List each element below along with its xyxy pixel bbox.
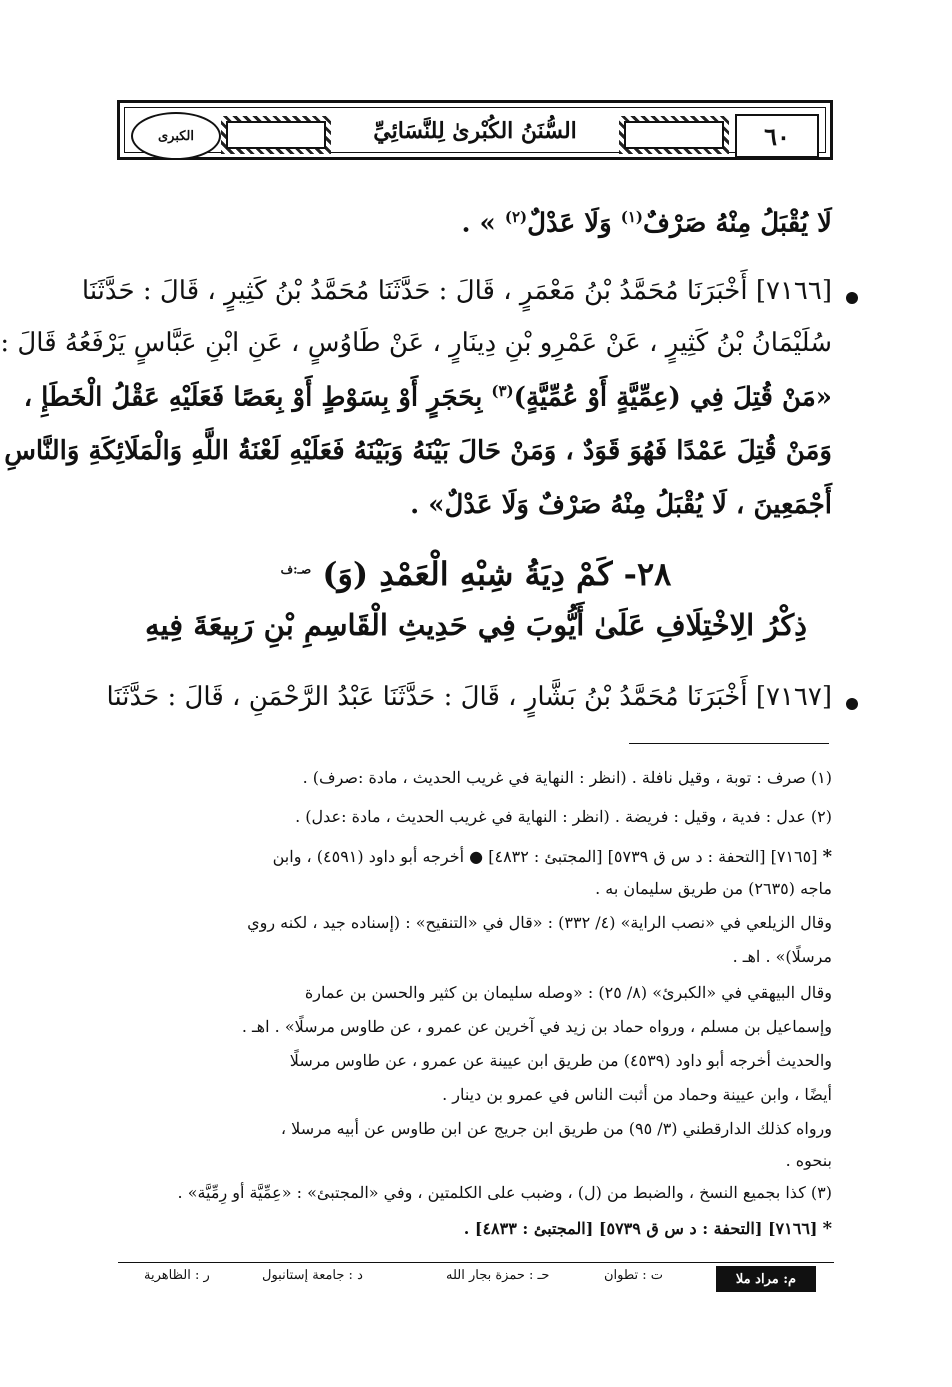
footer-tag: م: مراد ملا xyxy=(716,1266,816,1292)
hadith-7166-line-5: أَجْمَعِينَ ، لَا يُقْبَلُ مِنْهُ صَرْفٌ وَلَا عَدْلٌ» . xyxy=(410,490,832,520)
hadith-bullet xyxy=(846,292,858,304)
star-marker: * xyxy=(822,846,832,867)
footnote-ref-2: (٢) xyxy=(504,208,528,226)
footer-source-d: د : جامعة إستانبول xyxy=(262,1268,363,1283)
header-ornament-right xyxy=(619,116,729,154)
hadith-continuation-line xyxy=(118,208,832,239)
takhrij-7165-line-5: وقال البيهقي في «الكبرئ» (٨/ ٢٥) : «وصله سليمان بن كثير والحسن بن عمارة xyxy=(304,983,832,1002)
emblem-text: الكبرى xyxy=(157,128,195,144)
text-segment: بِحَجَرٍ أَوْ بِسَوْطٍ أَوْ بِعَصًا فَعَلَيْهِ عَقْلُ الْخَطَإِ ، xyxy=(23,382,483,413)
takhrij-7165-line-2: ماجه (٢٦٣٥) من طريق سليمان به . xyxy=(595,879,832,898)
footnote-1: (١) صرف : توبة ، وقيل نافلة . (انظر : النهاية في غريب الحديث ، مادة :صرف) . xyxy=(302,768,832,787)
book-emblem xyxy=(131,112,221,160)
takhrij-7165-line-7: والحديث أخرجه أبو داود (٤٥٣٩) من طريق ابن عيينة عن عمرو ، عن طاوس مرسلًا xyxy=(289,1051,832,1070)
hadith-7167-line-1: [٧١٦٧] أَخْبَرَنَا مُحَمَّدُ بْنُ بَشَّارٍ ، قَالَ : حَدَّثَنَا عَبْدُ الرَّحْمَنِ ، قَالَ : حَدَّثَنَا xyxy=(106,682,832,712)
hadith-7166-line-3 xyxy=(23,382,832,413)
takhrij-7165-line-9: ورواه كذلك الدارقطني (٣/ ٩٥) من طريق ابن جريج عن ابن طاوس عن أبيه مرسلا ، xyxy=(280,1119,832,1138)
footnote-separator xyxy=(629,743,829,744)
chapter-subheading: ذِكْرُ الِاخْتِلَافِ عَلَىٰ أَيُّوبَ فِي حَدِيثِ الْقَاسِمِ بْنِ رَبِيعَةَ فِيهِ xyxy=(144,608,808,642)
page-header xyxy=(117,100,833,160)
takhrij-7165-line-8: أيضًا ، وابن عيينة وحماد من أثبت الناس في عمرو بن دينار . xyxy=(442,1085,832,1104)
footnote-ref-1: (١) xyxy=(620,208,643,226)
text-segment: وَلَا عَدْلٌ xyxy=(527,208,612,239)
hadith-bullet xyxy=(846,698,858,710)
chapter-heading xyxy=(118,555,834,593)
text-segment: [٧١٦٦] [التحفة : د س ق ٥٧٣٩] [المجتبئ : ٤٨٣٣] . xyxy=(463,1219,818,1238)
hadith-7166-line-1: [٧١٦٦] أَخْبَرَنَا مُحَمَّدُ بْنُ مَعْمَرٍ ، قَالَ : حَدَّثَنَا مُحَمَّدُ بْنُ كَثِيرٍ ، قَالَ : حَدَّثَنَا xyxy=(81,276,832,306)
star-marker: * xyxy=(822,1218,832,1239)
takhrij-7165-line-3: وقال الزيلعي في «نصب الراية» (٤/ ٣٣٢) : «قال في «التنقيح» : (إسناده جيد ، لكنه روي xyxy=(247,913,832,932)
text-segment: لَا يُقْبَلُ مِنْهُ صَرْفٌ xyxy=(643,208,832,239)
footer-source-r: ر : الظاهرية xyxy=(144,1268,210,1283)
running-title: السُّنَنُ الكُبْرىٰ لِلنَّسَائِيِّ xyxy=(373,118,577,144)
footer-source-h: حـ : حمزة بجار الله xyxy=(446,1268,550,1283)
takhrij-7165-line-1 xyxy=(118,844,832,869)
footer-rule xyxy=(118,1262,834,1263)
text-segment: «مَنْ قُتِلَ فِي (عِمِّيَّةٍ أَوْ عُمِّيَّةٍ) xyxy=(513,382,832,413)
footnote-2: (٢) عدل : فدية ، وقيل : فريضة . (انظر : النهاية في غريب الحديث ، مادة :عدل) . xyxy=(295,807,832,826)
takhrij-7166 xyxy=(118,1216,832,1241)
header-ornament-left xyxy=(221,116,331,154)
hadith-7166-line-2: سُلَيْمَانُ بْنُ كَثِيرٍ ، عَنْ عَمْرِو بْنِ دِينَارٍ ، عَنْ طَاوُسٍ ، عَنِ ابْنِ عَبَّاسٍ يَرْفَعُهُ قَالَ : xyxy=(0,328,832,358)
chapter-title: ٢٨- كَمْ دِيَةُ شِبْهِ الْعَمْدِ (وَ) xyxy=(322,555,672,593)
header-frame xyxy=(124,107,826,153)
hadith-7166-line-4: وَمَنْ قُتِلَ عَمْدًا فَهُوَ قَوَدٌ ، وَمَنْ حَالَ بَيْنَهُ وَبَيْنَهُ فَعَلَيْهِ لَعْنَةُ اللَّهِ وَالْمَلَائِكَةِ وَالنَّاسِ xyxy=(4,436,832,466)
page-number: ٦٠ xyxy=(735,114,819,158)
footer-source-t: ت : تطوان xyxy=(604,1268,664,1283)
text-segment: » . xyxy=(461,208,496,239)
takhrij-7165-line-4: مرسلًا)» . اهـ . xyxy=(732,947,832,966)
takhrij-7165-line-10: بنحوه . xyxy=(785,1151,832,1170)
footnote-3: (٣) كذا بجميع النسخ ، والضبط من (ل) ، وضبب على الكلمتين ، وفي «المجتبئ» : «عِمِّيَّة أو رِمِّيَّة» . xyxy=(177,1183,832,1202)
text-segment: [٧١٦٥] [التحفة : د س ق ٥٧٣٩] [المجتبئ : ٤٨٣٢] ● أخرجه أبو داود (٤٥٩١) ، وابن xyxy=(272,847,818,866)
manuscript-mark: صـ:ف xyxy=(280,562,312,577)
footnote-ref-3: (٣) xyxy=(491,382,514,400)
takhrij-7165-line-6: وإسماعيل بن مسلم ، ورواه حماد بن زيد في آخرين عن عمرو ، عن طاوس مرسلًا» . اهـ . xyxy=(241,1017,832,1036)
